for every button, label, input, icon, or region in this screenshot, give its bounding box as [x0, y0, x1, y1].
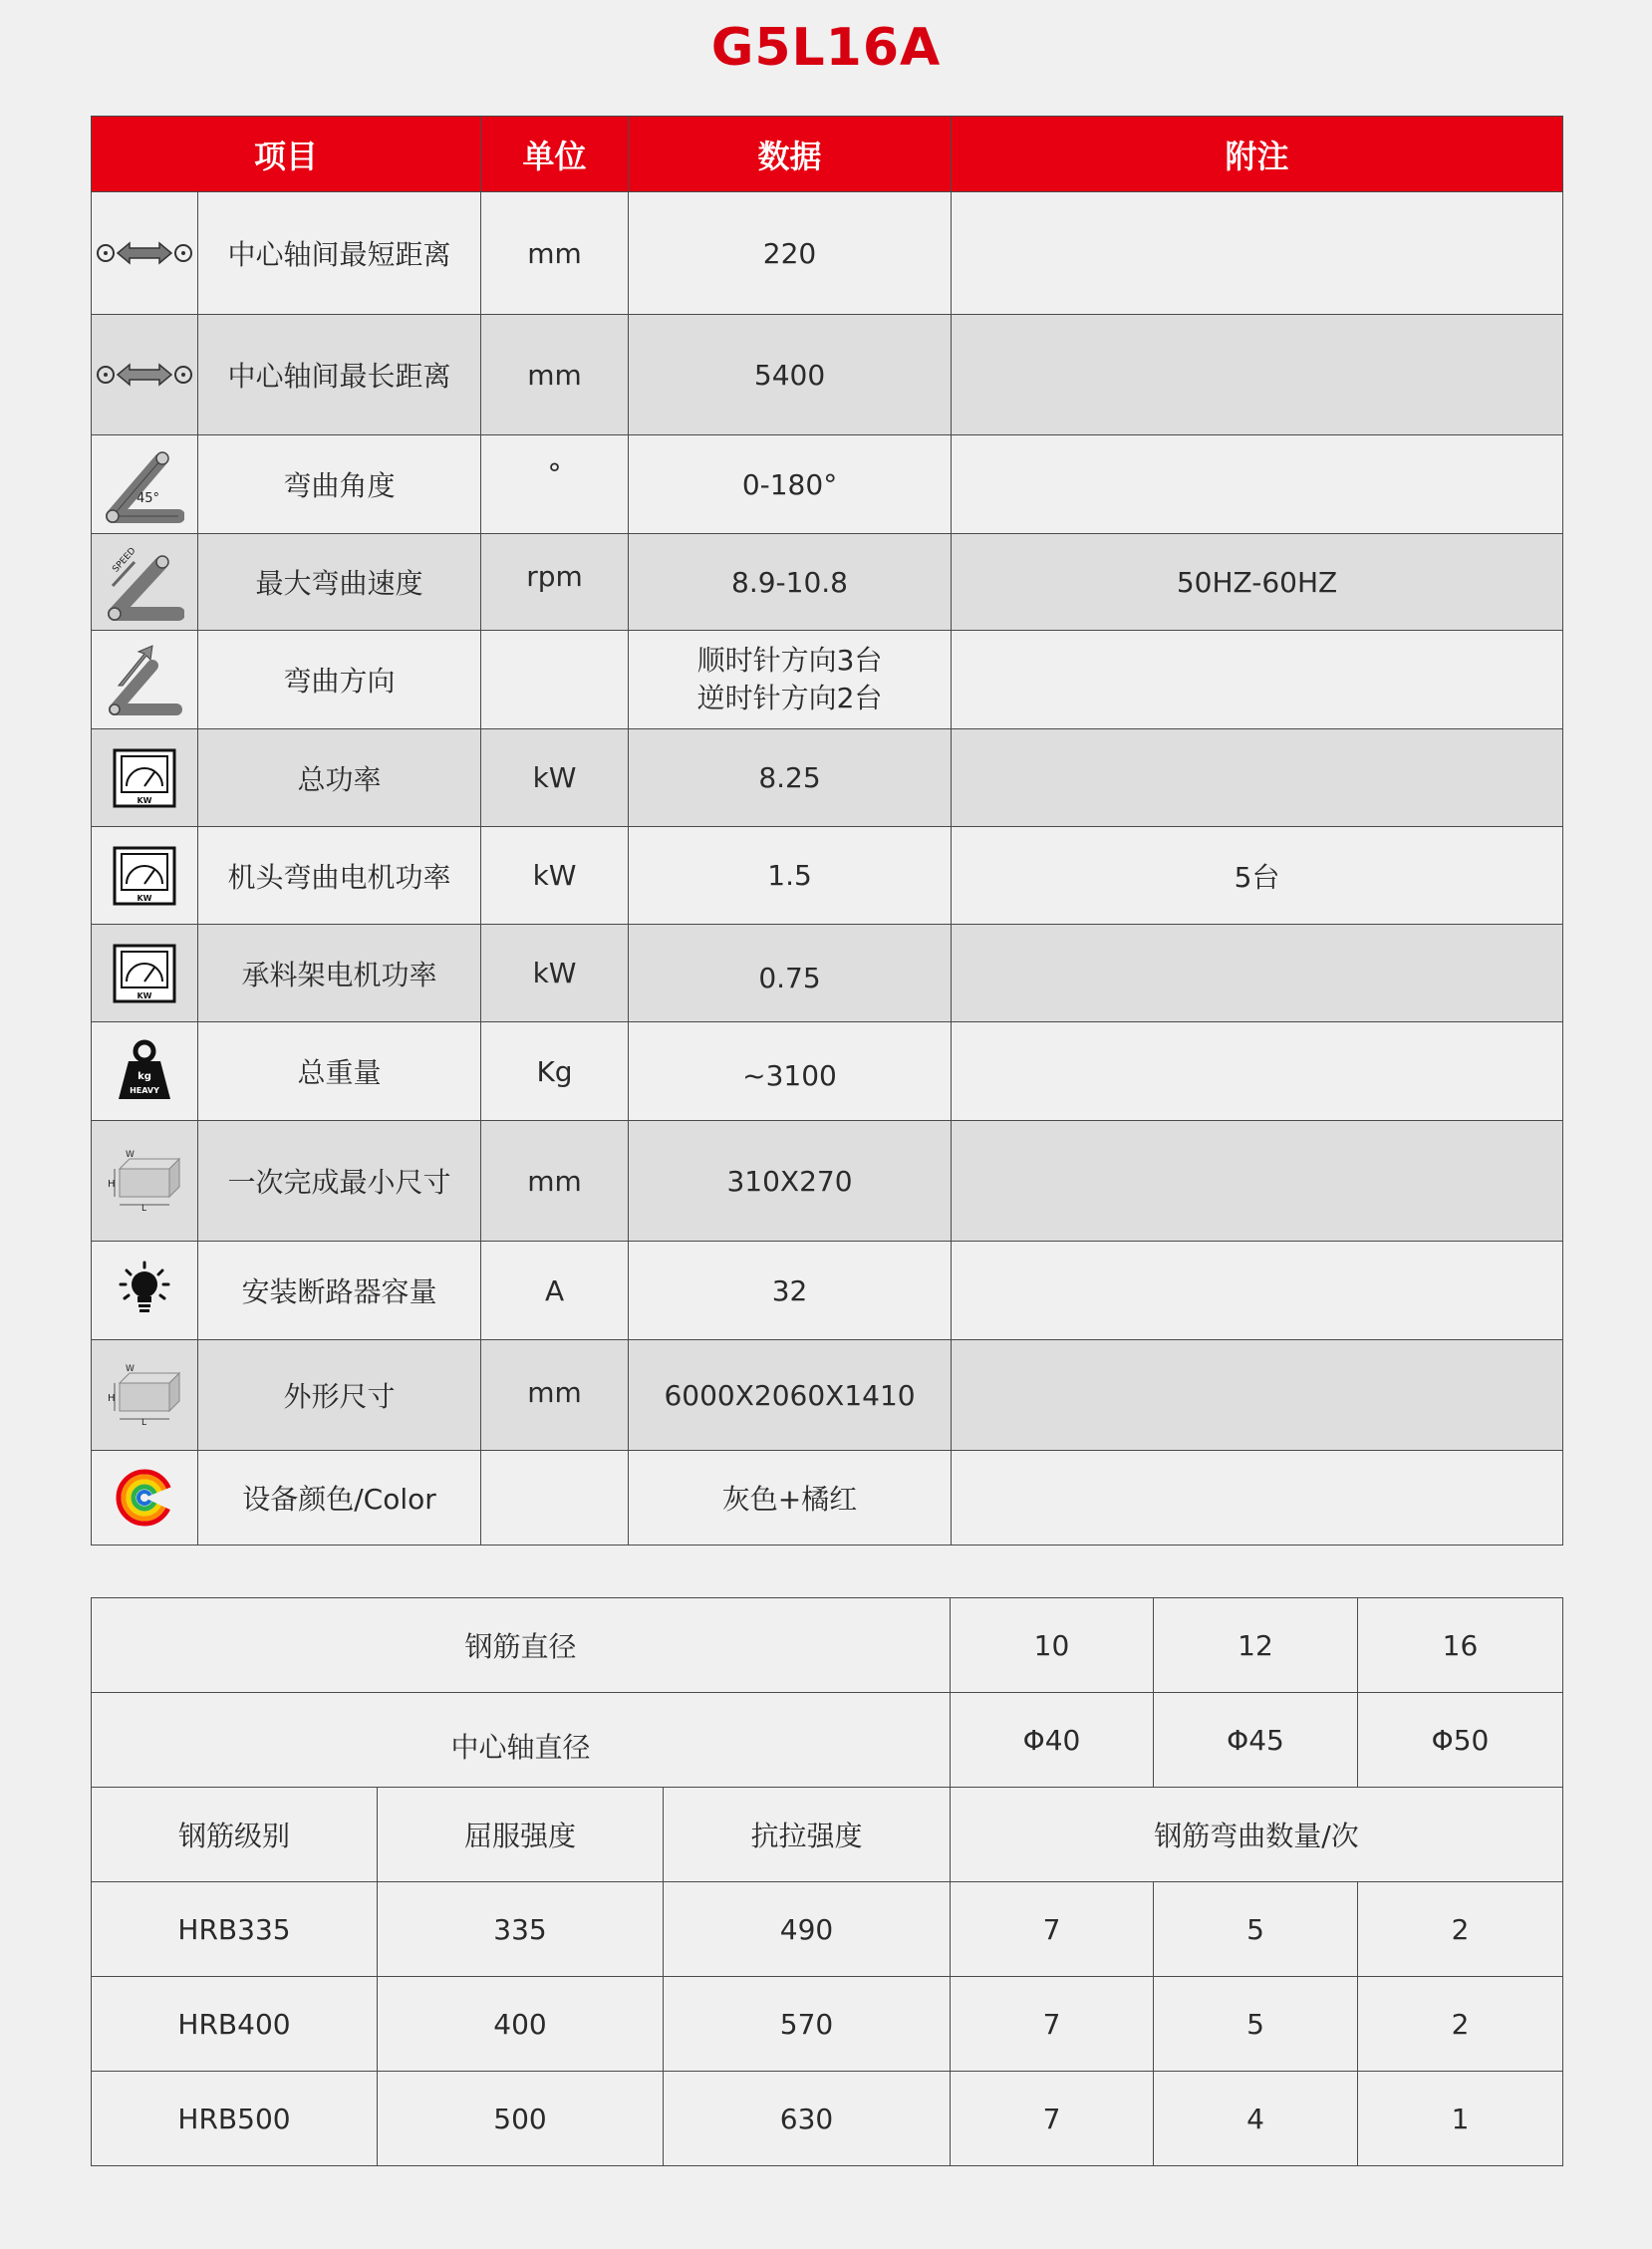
grade-cell: HRB400	[92, 1977, 378, 2072]
table-row	[92, 435, 1563, 534]
row-note	[952, 1242, 1563, 1340]
row-label: 最大弯曲速度	[198, 534, 481, 631]
row-note	[952, 729, 1563, 827]
row-label: 机头弯曲电机功率	[198, 827, 481, 925]
bend-speed-icon	[105, 542, 184, 622]
row-unit: Kg	[481, 1022, 629, 1121]
row-icon-cell	[92, 827, 198, 925]
yield-cell: 500	[378, 2072, 664, 2166]
svg-text:kg: kg	[138, 1071, 151, 1082]
row-note	[952, 1451, 1563, 1546]
row-value	[629, 631, 952, 729]
spec-table	[91, 116, 1563, 1546]
row-label: 中心轴间最短距离	[198, 192, 481, 315]
row-value: 灰色+橘红	[629, 1451, 952, 1546]
row-value: 0.75	[629, 925, 952, 1022]
count-cell: 5	[1154, 1882, 1358, 1977]
bend-direction-icon	[105, 640, 184, 719]
count-cell: 5	[1154, 1977, 1358, 2072]
steel-bending-table	[91, 1597, 1563, 2166]
svg-text:KW: KW	[137, 795, 152, 805]
row-label: 总功率	[198, 729, 481, 827]
svg-text:W: W	[126, 1364, 135, 1374]
yield-cell: 335	[378, 1882, 664, 1977]
row-value: 1.5	[629, 827, 952, 925]
table-row	[92, 1977, 1563, 2072]
table-row	[92, 827, 1563, 925]
light-bulb-icon	[115, 1259, 174, 1322]
table-row	[92, 729, 1563, 827]
row-value: ~3100	[629, 1022, 952, 1121]
row-note	[952, 192, 1563, 315]
row-value: 32	[629, 1242, 952, 1340]
rebar-diameter-value: 16	[1358, 1598, 1563, 1693]
grade-cell: HRB335	[92, 1882, 378, 1977]
svg-text:SPEED: SPEED	[111, 546, 138, 575]
table-row	[92, 1022, 1563, 1121]
table-row	[92, 315, 1563, 435]
weight-icon	[115, 1039, 174, 1103]
power-meter-icon	[113, 944, 176, 1003]
dimension-box-icon	[100, 1363, 189, 1427]
row-label: 弯曲角度	[198, 435, 481, 534]
row-icon-cell	[92, 534, 198, 631]
count-cell: 2	[1358, 1882, 1563, 1977]
svg-text:HEAVY: HEAVY	[130, 1086, 159, 1095]
row-label: 弯曲方向	[198, 631, 481, 729]
row-icon-cell	[92, 435, 198, 534]
table-row	[92, 925, 1563, 1022]
count-cell: 7	[951, 2072, 1154, 2166]
header-grade: 钢筋级别	[92, 1788, 378, 1882]
rebar-diameter-value: 12	[1154, 1598, 1358, 1693]
dimension-box-icon	[100, 1149, 189, 1213]
row-label: 设备颜色/Color	[198, 1451, 481, 1546]
row-value-line1: 顺时针方向3台	[696, 644, 883, 677]
header-data: 数据	[629, 117, 952, 192]
center-axis-distance-icon	[96, 233, 193, 273]
svg-text:H: H	[108, 1179, 116, 1190]
row-label: 外形尺寸	[198, 1340, 481, 1451]
row-note	[952, 631, 1563, 729]
row-label: 承料架电机功率	[198, 925, 481, 1022]
power-meter-icon	[113, 748, 176, 808]
row-unit: A	[481, 1242, 629, 1340]
table-row	[92, 631, 1563, 729]
row-icon-cell	[92, 925, 198, 1022]
table-row	[92, 1882, 1563, 1977]
tensile-cell: 490	[664, 1882, 951, 1977]
row-unit: °	[481, 435, 629, 534]
axis-diameter-value: Φ40	[951, 1693, 1154, 1788]
row-note	[952, 1022, 1563, 1121]
table-row	[92, 1340, 1563, 1451]
table-row	[92, 192, 1563, 315]
row-unit	[481, 1451, 629, 1546]
row-note	[952, 435, 1563, 534]
row-icon-cell	[92, 1451, 198, 1546]
row-icon-cell	[92, 1022, 198, 1121]
row-note	[952, 1121, 1563, 1242]
header-unit: 单位	[481, 117, 629, 192]
row-value: 8.9-10.8	[629, 534, 952, 631]
row-unit: mm	[481, 192, 629, 315]
table-row	[92, 1242, 1563, 1340]
axis-diameter-label: 中心轴直径	[92, 1693, 951, 1788]
row-label: 安装断路器容量	[198, 1242, 481, 1340]
power-meter-icon	[113, 846, 176, 906]
row-value: 220	[629, 192, 952, 315]
table-row	[92, 1121, 1563, 1242]
table-row	[92, 1451, 1563, 1546]
header-yield: 屈服强度	[378, 1788, 664, 1882]
svg-text:L: L	[141, 1418, 147, 1427]
row-icon-cell	[92, 192, 198, 315]
row-unit: kW	[481, 729, 629, 827]
header-tensile: 抗拉强度	[664, 1788, 951, 1882]
row-value: 6000X2060X1410	[629, 1340, 952, 1451]
tensile-cell: 630	[664, 2072, 951, 2166]
grade-cell: HRB500	[92, 2072, 378, 2166]
row-note: 5台	[952, 827, 1563, 925]
row-unit: mm	[481, 315, 629, 435]
svg-text:W: W	[126, 1150, 135, 1160]
row-icon-cell	[92, 315, 198, 435]
rebar-diameter-label: 钢筋直径	[92, 1598, 951, 1693]
table-row	[92, 1693, 1563, 1788]
rebar-diameter-value: 10	[951, 1598, 1154, 1693]
row-value: 8.25	[629, 729, 952, 827]
row-icon-cell	[92, 1242, 198, 1340]
header-bend-count: 钢筋弯曲数量/次	[951, 1788, 1563, 1882]
row-note	[952, 315, 1563, 435]
svg-text:KW: KW	[137, 990, 152, 1000]
row-value: 0-180°	[629, 435, 952, 534]
table-row	[92, 2072, 1563, 2166]
row-icon-cell	[92, 1121, 198, 1242]
axis-diameter-value: Φ50	[1358, 1693, 1563, 1788]
row-value: 5400	[629, 315, 952, 435]
row-icon-cell	[92, 631, 198, 729]
row-value: 310X270	[629, 1121, 952, 1242]
tensile-cell: 570	[664, 1977, 951, 2072]
row-unit: kW	[481, 827, 629, 925]
table-row	[92, 1598, 1563, 1693]
row-label: 总重量	[198, 1022, 481, 1121]
page-title: G5L16A	[710, 18, 942, 78]
row-label: 一次完成最小尺寸	[198, 1121, 481, 1242]
axis-diameter-value: Φ45	[1154, 1693, 1358, 1788]
row-note	[952, 925, 1563, 1022]
svg-text:H: H	[108, 1393, 116, 1404]
table-row	[92, 1788, 1563, 1882]
row-icon-cell	[92, 1340, 198, 1451]
spec-header-row	[92, 117, 1563, 192]
row-value-line2: 逆时针方向2台	[696, 682, 883, 714]
row-unit: mm	[481, 1340, 629, 1451]
count-cell: 2	[1358, 1977, 1563, 2072]
count-cell: 7	[951, 1977, 1154, 2072]
svg-text:L: L	[141, 1204, 147, 1213]
count-cell: 1	[1358, 2072, 1563, 2166]
row-icon-cell	[92, 729, 198, 827]
row-label: 中心轴间最长距离	[198, 315, 481, 435]
row-unit	[481, 631, 629, 729]
row-unit: mm	[481, 1121, 629, 1242]
yield-cell: 400	[378, 1977, 664, 2072]
row-unit: kW	[481, 925, 629, 1022]
svg-text:KW: KW	[137, 893, 152, 903]
table-row	[92, 534, 1563, 631]
svg-text:45°: 45°	[137, 491, 160, 506]
count-cell: 7	[951, 1882, 1154, 1977]
header-item: 项目	[92, 117, 481, 192]
row-unit: rpm	[481, 534, 629, 631]
header-note: 附注	[952, 117, 1563, 192]
color-ring-icon	[115, 1468, 174, 1528]
row-note: 50HZ-60HZ	[952, 534, 1563, 631]
count-cell: 4	[1154, 2072, 1358, 2166]
row-note	[952, 1340, 1563, 1451]
center-axis-distance-icon	[96, 355, 193, 395]
bend-angle-icon	[105, 444, 184, 524]
